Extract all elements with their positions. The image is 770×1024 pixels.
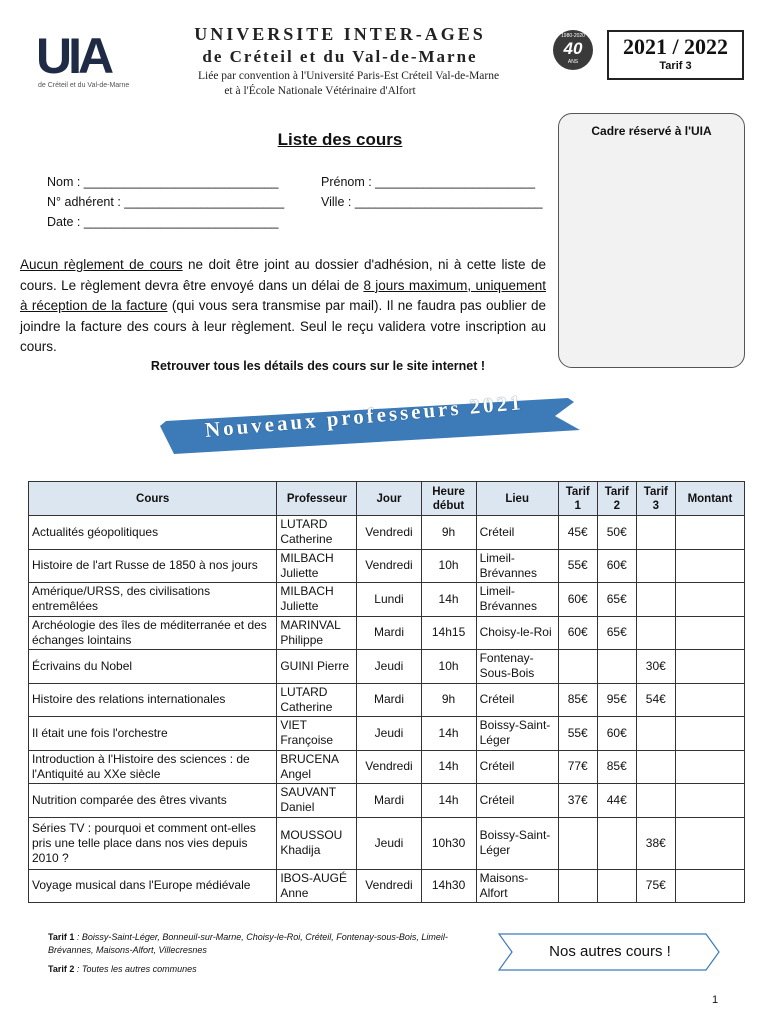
table-row: [29, 784, 745, 818]
adherent-field[interactable]: N° adhérent : _______________________: [47, 195, 285, 209]
page-title: Liste des cours: [277, 130, 403, 149]
cell-cours: Amérique/URSS, des civilisations entremêlées: [29, 583, 277, 617]
cell-jour: Mardi: [357, 784, 421, 818]
cell-professeur: LUTARD Catherine: [277, 683, 357, 717]
cell-tarif3: [636, 583, 675, 617]
header-heure: Heure début: [421, 482, 476, 516]
cell-heure: 14h15: [421, 616, 476, 650]
cell-heure: 10h: [421, 549, 476, 583]
tarif1-legend-label: Tarif 1: [48, 932, 75, 942]
cell-tarif1: [558, 650, 597, 684]
cell-heure: 14h: [421, 784, 476, 818]
table-row: [29, 583, 745, 617]
table-row: [29, 750, 745, 784]
badge-ans: ANS: [567, 59, 579, 65]
cell-jour: Jeudi: [357, 650, 421, 684]
cell-lieu: Créteil: [476, 784, 558, 818]
cell-lieu: Fontenay-Sous-Bois: [476, 650, 558, 684]
cell-lieu: Boissy-Saint-Léger: [476, 717, 558, 751]
table-row: [29, 683, 745, 717]
cell-heure: 9h: [421, 683, 476, 717]
cell-cours: Nutrition comparée des êtres vivants: [29, 784, 277, 818]
cell-montant[interactable]: [675, 683, 744, 717]
cell-montant[interactable]: [675, 784, 744, 818]
cell-professeur: MILBACH Juliette: [277, 583, 357, 617]
cell-tarif3: [636, 750, 675, 784]
cell-cours: Histoire de l'art Russe de 1850 à nos jours: [29, 549, 277, 583]
cell-tarif2: 65€: [597, 583, 636, 617]
table-row: [29, 869, 745, 903]
cell-heure: 14h: [421, 583, 476, 617]
cell-cours: Écrivains du Nobel: [29, 650, 277, 684]
cell-tarif3: [636, 616, 675, 650]
cell-tarif1: 55€: [558, 717, 597, 751]
cell-heure: 10h30: [421, 817, 476, 869]
cell-tarif2: 65€: [597, 616, 636, 650]
convention-line-1: Liée par convention à l'Université Paris-Est Créteil Val-de-Marne: [198, 70, 500, 82]
uia-logo: [36, 30, 146, 92]
cell-lieu: Créteil: [476, 683, 558, 717]
cell-professeur: VIET Françoise: [277, 717, 357, 751]
reserved-box-label: Cadre réservé à l'UIA: [591, 124, 712, 138]
cell-professeur: SAUVANT Daniel: [277, 784, 357, 818]
tarif2-legend-label: Tarif 2: [48, 964, 75, 974]
cell-lieu: Limeil-Brévannes: [476, 583, 558, 617]
notice-part-1: Aucun règlement de cours: [20, 257, 183, 272]
header-jour: Jour: [357, 482, 421, 516]
cell-tarif1: 37€: [558, 784, 597, 818]
cell-tarif2: [597, 650, 636, 684]
cell-jour: Vendredi: [357, 869, 421, 903]
date-field[interactable]: Date : ____________________________: [47, 215, 279, 229]
cell-lieu: Créteil: [476, 516, 558, 550]
cell-montant[interactable]: [675, 616, 744, 650]
tarif2-legend: [48, 964, 448, 974]
cell-professeur: MARINVAL Philippe: [277, 616, 357, 650]
notice-part-3: 8 jours maximum, uniquement à réception de la facture: [20, 277, 546, 314]
table-row: [29, 616, 745, 650]
academic-year: 2021 / 2022: [622, 34, 729, 59]
university-title: UNIVERSITE INTER-AGES: [194, 24, 486, 44]
convention-line-2: et à l'École Nationale Vétérinaire d'Alfort: [224, 85, 416, 97]
university-subtitle: de Créteil et du Val-de-Marne: [202, 47, 478, 66]
table-row: [29, 817, 745, 869]
notice-part-4: (qui vous sera transmise par mail). Il ne faudra pas oublier de joindre la facture des cours à leur règlement. Seul le reçu validera votre inscription au cours.: [20, 298, 546, 355]
logo-text: UIA: [36, 28, 111, 84]
cell-tarif2: 60€: [597, 717, 636, 751]
cell-lieu: Choisy-le-Roi: [476, 616, 558, 650]
cell-tarif1: 85€: [558, 683, 597, 717]
header-lieu: Lieu: [476, 482, 558, 516]
cell-professeur: MOUSSOU Khadija: [277, 817, 357, 869]
header-cours: Cours: [29, 482, 277, 516]
table-header-row: [29, 482, 745, 516]
ville-field[interactable]: Ville : ___________________________: [321, 195, 543, 209]
cell-lieu: Boissy-Saint-Léger: [476, 817, 558, 869]
cell-heure: 14h30: [421, 869, 476, 903]
cell-montant[interactable]: [675, 516, 744, 550]
cell-tarif1: 60€: [558, 583, 597, 617]
cell-tarif2: 85€: [597, 750, 636, 784]
table-body: [29, 516, 745, 903]
cell-montant[interactable]: [675, 549, 744, 583]
cell-cours: Il était une fois l'orchestre: [29, 717, 277, 751]
cell-tarif2: [597, 869, 636, 903]
cell-heure: 10h: [421, 650, 476, 684]
header-tarif2: Tarif 2: [597, 482, 636, 516]
cell-tarif1: 77€: [558, 750, 597, 784]
cell-heure: 14h: [421, 717, 476, 751]
cell-tarif3: [636, 717, 675, 751]
cell-lieu: Limeil-Brévannes: [476, 549, 558, 583]
website-notice: Retrouver tous les détails des cours sur le site internet !: [150, 359, 486, 373]
notice-paragraph: [20, 255, 546, 358]
cell-professeur: LUTARD Catherine: [277, 516, 357, 550]
cell-tarif1: [558, 817, 597, 869]
cell-tarif3: 38€: [636, 817, 675, 869]
cell-jour: Lundi: [357, 583, 421, 617]
tarif1-legend-text: : Boissy-Saint-Léger, Bonneuil-sur-Marne, Choisy-le-Roi, Créteil, Fontenay-sous-Bois, Limeil-Brévannes, Maisons-Alfort, Villecresnes: [48, 932, 448, 955]
cell-cours: Archéologie des îles de méditerranée et des échanges lointains: [29, 616, 277, 650]
prenom-field[interactable]: Prénom : _______________________: [321, 175, 536, 189]
tarif1-legend: [48, 931, 448, 957]
logo-subtitle: de Créteil et du Val-de-Marne: [38, 82, 130, 89]
cell-cours: Actualités géopolitiques: [29, 516, 277, 550]
cell-jour: Jeudi: [357, 817, 421, 869]
cell-heure: 9h: [421, 516, 476, 550]
tarif2-legend-text: : Toutes les autres communes: [76, 964, 197, 974]
cell-tarif3: 30€: [636, 650, 675, 684]
courses-table: [28, 481, 745, 903]
cell-jour: Mardi: [357, 616, 421, 650]
cell-cours: Histoire des relations internationales: [29, 683, 277, 717]
table-row: [29, 516, 745, 550]
cell-tarif2: 50€: [597, 516, 636, 550]
page-number: 1: [712, 994, 719, 1006]
cell-montant[interactable]: [675, 750, 744, 784]
reserved-box: [558, 113, 745, 368]
cell-cours: Voyage musical dans l'Europe médiévale: [29, 869, 277, 903]
cell-jour: Vendredi: [357, 516, 421, 550]
header-tarif3: Tarif 3: [636, 482, 675, 516]
cell-jour: Jeudi: [357, 717, 421, 751]
header-professeur: Professeur: [277, 482, 357, 516]
table-row: [29, 650, 745, 684]
cell-lieu: Maisons-Alfort: [476, 869, 558, 903]
header-tarif1: Tarif 1: [558, 482, 597, 516]
cell-tarif3: [636, 549, 675, 583]
cell-montant[interactable]: [675, 583, 744, 617]
cell-montant[interactable]: [675, 817, 744, 869]
tarif-label: Tarif 3: [659, 60, 692, 72]
cell-heure: 14h: [421, 750, 476, 784]
cell-professeur: IBOS-AUGÉ Anne: [277, 869, 357, 903]
cell-tarif2: 60€: [597, 549, 636, 583]
cell-professeur: GUINI Pierre: [277, 650, 357, 684]
cell-tarif3: 75€: [636, 869, 675, 903]
cell-professeur: MILBACH Juliette: [277, 549, 357, 583]
cell-jour: Vendredi: [357, 750, 421, 784]
badge-years: 1980-2020: [561, 33, 585, 39]
cell-tarif2: 95€: [597, 683, 636, 717]
cell-montant[interactable]: [675, 717, 744, 751]
cell-montant[interactable]: [675, 869, 744, 903]
cell-professeur: BRUCENA Angel: [277, 750, 357, 784]
banner-text: Nouveaux professeurs 2021: [203, 390, 525, 442]
cell-tarif1: [558, 869, 597, 903]
cell-tarif3: 54€: [636, 683, 675, 717]
cell-montant[interactable]: [675, 650, 744, 684]
cell-jour: Mardi: [357, 683, 421, 717]
badge-number: 40: [563, 39, 583, 58]
header-montant: Montant: [675, 482, 744, 516]
cell-tarif3: [636, 516, 675, 550]
cell-tarif1: 55€: [558, 549, 597, 583]
notice-part-2: ne doit être joint au dossier d'adhésion, ni à cette liste de cours. Le règlement devra être envoyé dans un délai de: [20, 257, 547, 293]
cell-tarif1: 45€: [558, 516, 597, 550]
cell-jour: Vendredi: [357, 549, 421, 583]
nom-field[interactable]: Nom : ____________________________: [47, 175, 279, 189]
cell-lieu: Créteil: [476, 750, 558, 784]
cell-tarif1: 60€: [558, 616, 597, 650]
cell-tarif2: 44€: [597, 784, 636, 818]
cell-cours: Introduction à l'Histoire des sciences : de l'Antiquité au XXe siècle: [29, 750, 277, 784]
table-row: [29, 717, 745, 751]
year-box: [607, 30, 744, 80]
cell-tarif2: [597, 817, 636, 869]
table-row: [29, 549, 745, 583]
cell-cours: Séries TV : pourquoi et comment ont-elles pris une telle place dans nos vies depuis 2010 ?: [29, 817, 277, 869]
anniversary-badge: [553, 30, 593, 70]
cell-tarif3: [636, 784, 675, 818]
other-courses-link[interactable]: Nos autres cours !: [549, 943, 671, 960]
